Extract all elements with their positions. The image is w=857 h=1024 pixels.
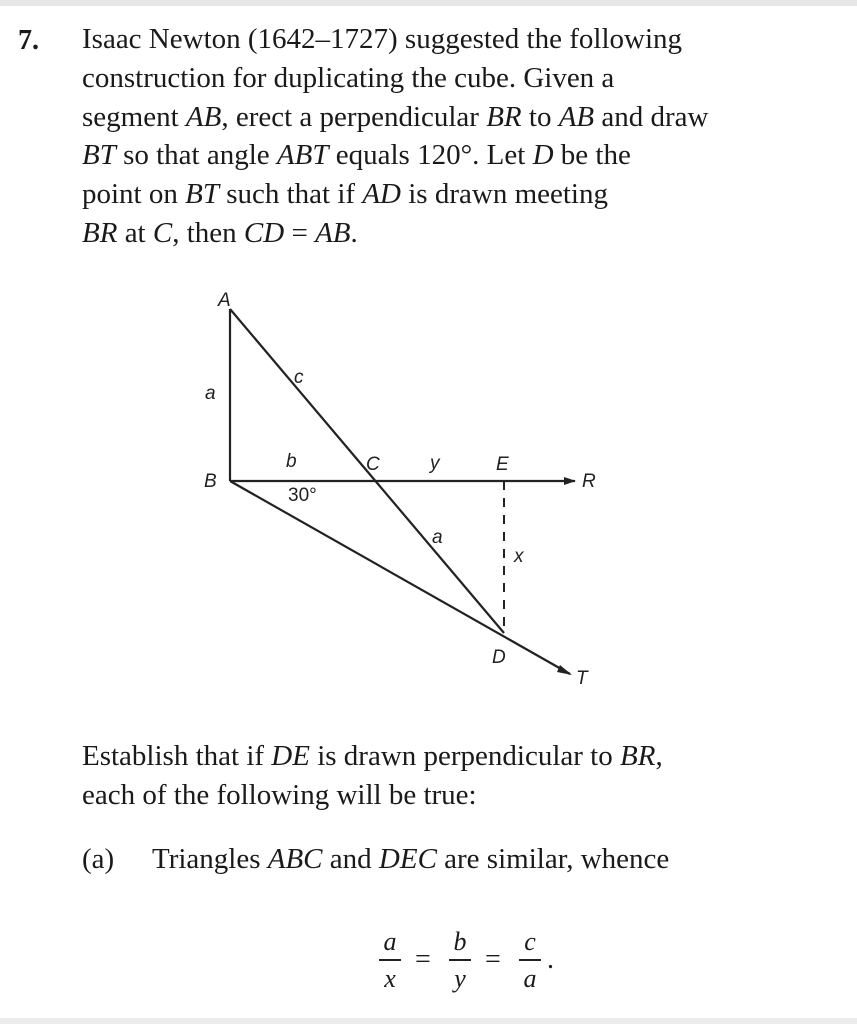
label-R: R [582,471,596,492]
part-a [82,840,842,878]
problem-line: Isaac Newton (1642–1727) suggested the following [82,23,683,55]
fraction-c-over-a [515,928,545,993]
label-side-x: x [514,546,524,567]
label-B: B [204,471,217,492]
arrow-R [564,477,576,485]
establish-line: each of the following will be true: [82,778,477,811]
arrow-T [557,665,572,675]
label-side-a-left: a [205,383,216,404]
problem-line: segment AB, erect a perpendicular BR to AB and draw [82,100,709,133]
newton-construction-figure [190,288,610,693]
part-a-label: (a) [82,843,115,875]
denominator: x [384,964,396,993]
numerator: c [524,927,536,956]
denominator: a [523,964,537,993]
equals-sign: = [485,944,501,975]
fraction-bar [519,959,541,961]
equals-sign: = [415,944,431,975]
label-D: D [492,647,506,668]
problem-line: BR at C, then CD = AB. [82,216,358,249]
part-a-text: Triangles ABC and DEC are similar, whence [152,843,670,875]
problem-line: point on BT such that if AD is drawn meeting [82,178,608,211]
label-A: A [218,290,231,311]
fraction-b-over-y [445,928,475,993]
problem-line: construction for duplicating the cube. Given a [82,61,615,94]
fraction-a-over-x [375,928,405,993]
problem-number: 7. [18,25,39,56]
label-E: E [496,454,509,475]
label-side-b: b [286,451,297,472]
label-T: T [576,668,588,689]
establish-line: Establish that if DE is drawn perpendicular to BR, [82,740,663,772]
geometry-diagram [190,288,610,693]
period: . [547,944,554,975]
bottom-divider [0,1018,857,1024]
numerator: b [453,927,467,956]
fraction-bar [449,959,471,961]
fraction-bar [379,959,401,961]
label-side-a-mid: a [432,527,443,548]
problem-line: BT so that angle ABT equals 120°. Let D be the [82,139,631,172]
label-C: C [366,454,380,475]
numerator: a [383,927,397,956]
problem-statement [82,20,842,253]
label-side-c: c [294,367,304,388]
establish-statement [82,737,842,814]
top-divider [0,0,857,6]
denominator: y [454,964,466,993]
label-side-y: y [430,453,440,474]
label-angle-30: 30° [288,485,317,506]
